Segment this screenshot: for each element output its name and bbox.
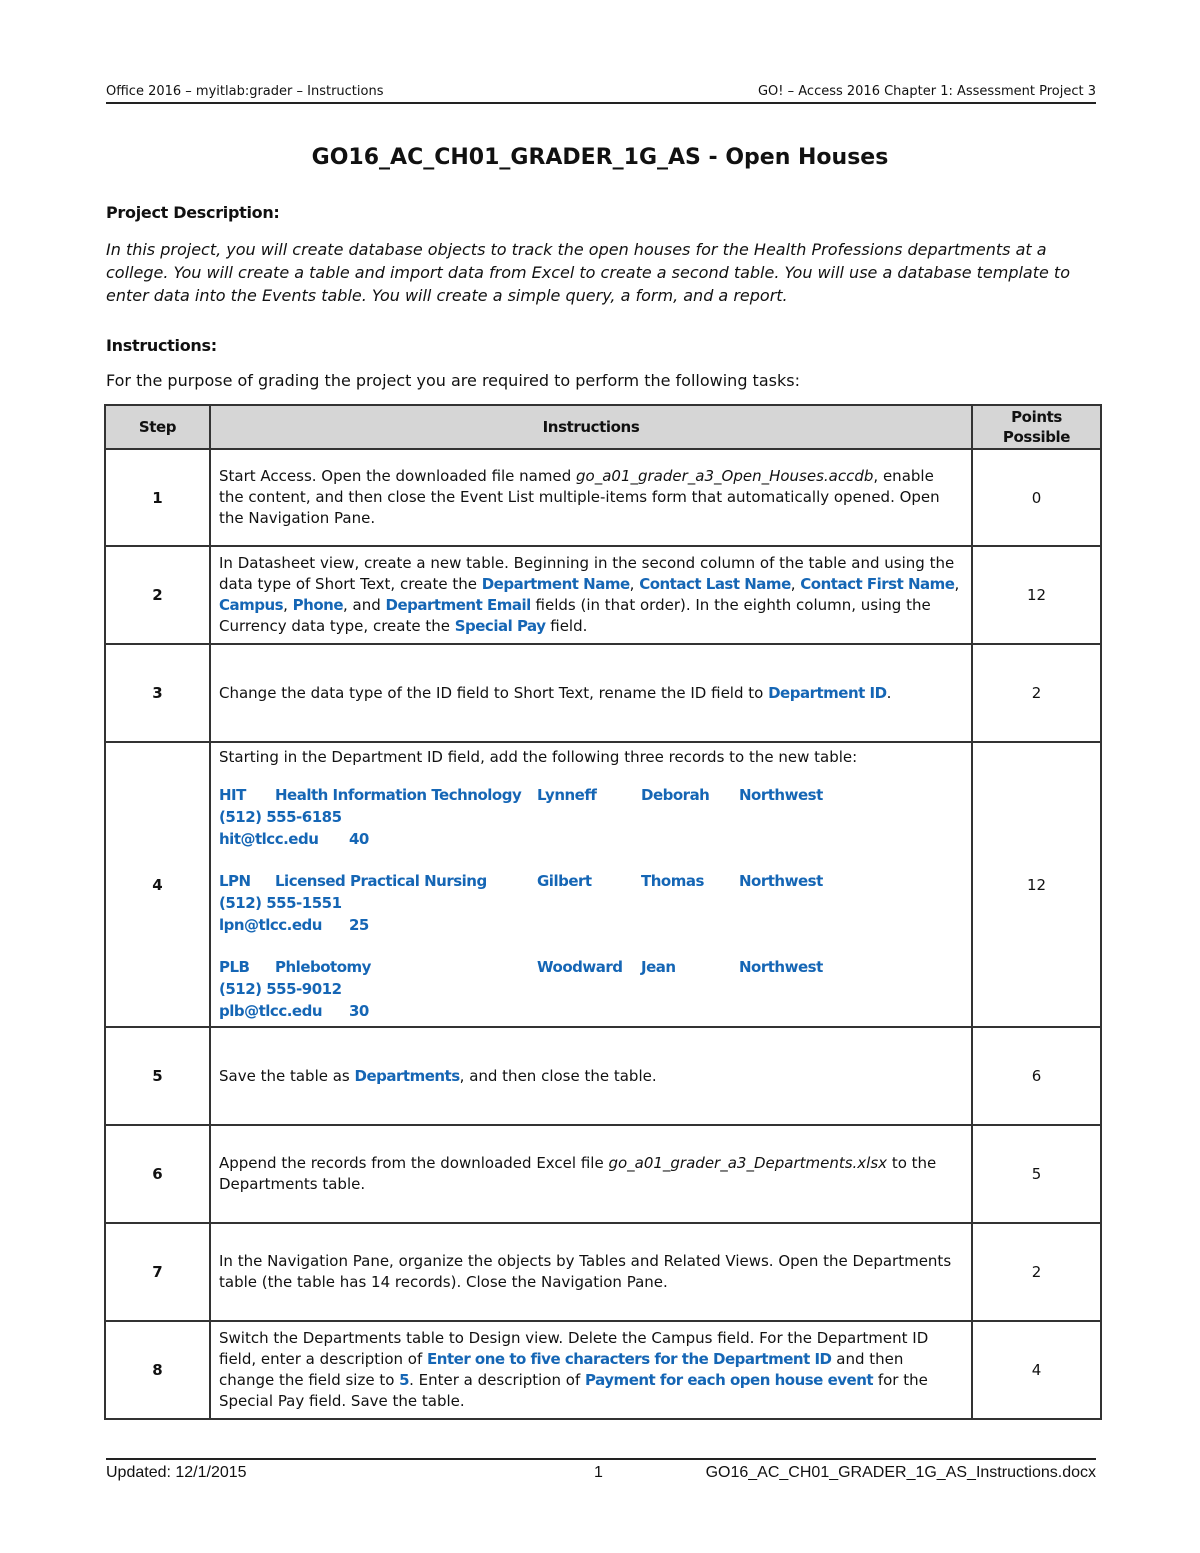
instruction-text [219, 466, 963, 529]
highlighted-term: Campus [219, 596, 284, 614]
step-instructions [210, 1321, 972, 1419]
instruction-fragment: . Enter a description of [409, 1371, 586, 1389]
step-number: 3 [105, 644, 210, 742]
instruction-text [219, 1251, 963, 1293]
instruction-text [219, 683, 963, 704]
step-number: 8 [105, 1321, 210, 1419]
instruction-fragment: , and then close the table. [459, 1066, 657, 1085]
record-field: Jean [641, 958, 676, 976]
header-right: GO! – Access 2016 Chapter 1: Assessment Project 3 [757, 84, 1096, 99]
record-field: Thomas [641, 872, 704, 890]
instruction-fragment: and then change the field size to [219, 1350, 904, 1389]
instruction-fragment: In Datasheet view, create a new table. Beginning in the second column of the table and using the data type of Short Text, create the [219, 554, 955, 593]
points-column-header [972, 405, 1101, 449]
footer-updated: Updated: 12/1/2015 [106, 1464, 247, 1481]
instruction-fragment: to the Departments table. [219, 1154, 937, 1193]
instruction-fragment: fields (in that order). In the eighth column, using the Currency data type, create the [219, 596, 931, 635]
step-instructions [210, 449, 972, 546]
highlighted-term: Department ID [768, 683, 887, 702]
highlighted-term: Phone [292, 596, 343, 614]
record-field: Northwest [739, 786, 823, 804]
instruction-fragment: Append the records from the downloaded Excel file [219, 1154, 609, 1172]
points-header-text: Points Possible [1002, 408, 1071, 446]
record-field: Deborah [641, 786, 710, 804]
task-row [105, 1125, 1101, 1223]
record-field: Health Information Technology [275, 786, 522, 804]
points-value: 5 [972, 1125, 1101, 1223]
step-instructions [210, 1223, 972, 1321]
footer-filename: GO16_AC_CH01_GRADER_1G_AS_Instructions.docx [705, 1464, 1096, 1481]
record-field: Lynneff [537, 786, 597, 804]
record-field: Northwest [739, 958, 823, 976]
instruction-fragment: In the Navigation Pane, organize the objects by Tables and Related Views. Open the Departments table (the table has 14 records). Close the Navigation Pane. [219, 1252, 952, 1291]
points-value: 6 [972, 1027, 1101, 1125]
step-instructions [210, 742, 972, 1027]
instruction-fragment: field. [545, 617, 588, 635]
footer-rule [106, 1458, 1096, 1460]
record-field: Woodward [537, 958, 623, 976]
step-instructions [210, 1027, 972, 1125]
instruction-text [219, 747, 963, 768]
record-field: Phlebotomy [275, 958, 371, 976]
points-value: 2 [972, 1223, 1101, 1321]
file-name: go_a01_grader_a3_Departments.xlsx [608, 1154, 888, 1172]
step-number: 1 [105, 449, 210, 546]
record-field: 40 [349, 830, 369, 848]
record-field: lpn@tlcc.edu [219, 916, 322, 934]
points-value: 12 [972, 742, 1101, 1027]
task-row [105, 1321, 1101, 1419]
project-description: In this project, you will create database objects to track the open houses for the Health Professions departments at a college. You will create a table and import data from Excel to create a second table. You will use a database template to enter data into the Events table. You will create a simple query, a form, and a report. [106, 240, 1070, 305]
points-value: 2 [972, 644, 1101, 742]
step-number: 5 [105, 1027, 210, 1125]
step-number: 2 [105, 546, 210, 644]
instruction-text [219, 1066, 963, 1087]
instructions-heading: Instructions: [106, 336, 217, 355]
record-field: (512) 555-6185 [219, 808, 342, 826]
instruction-fragment: , [629, 575, 640, 593]
record-field: HIT [219, 786, 246, 804]
instruction-fragment: , [954, 575, 960, 593]
tasks-table-header [105, 405, 1101, 449]
task-row [105, 1223, 1101, 1321]
record-field: (512) 555-1551 [219, 894, 342, 912]
step-number: 6 [105, 1125, 210, 1223]
page-header [106, 82, 1096, 104]
points-value: 4 [972, 1321, 1101, 1419]
instruction-text [219, 1153, 963, 1195]
instruction-fragment: Start Access. Open the downloaded file named [219, 467, 577, 485]
instruction-fragment: , enable the content, and then close the Event List multiple-items form that automatically opened. Open the Navigation Pane. [219, 467, 940, 527]
instructions-intro: For the purpose of grading the project you are required to perform the following tasks: [106, 371, 800, 390]
instruction-fragment: for the Special Pay field. Save the table. [219, 1371, 928, 1410]
instructions-column-header: Instructions [210, 405, 972, 449]
project-description-heading: Project Description: [106, 203, 280, 222]
instruction-fragment: Switch the Departments table to Design view. Delete the Campus field. For the Department ID field, enter a description of [219, 1329, 929, 1368]
step-number: 4 [105, 742, 210, 1027]
record-entry [219, 870, 963, 936]
step-column-header: Step [105, 405, 210, 449]
instruction-text [219, 1328, 963, 1412]
step-instructions [210, 1125, 972, 1223]
header-left: Office 2016 – myitlab:grader – Instructions [106, 84, 384, 99]
task-row [105, 449, 1101, 546]
task-row [105, 546, 1101, 644]
instruction-fragment: , [283, 596, 293, 614]
instruction-fragment: Save the table as [219, 1066, 355, 1085]
instruction-fragment: , and [343, 596, 386, 614]
page-title: GO16_AC_CH01_GRADER_1G_AS - Open Houses [311, 145, 889, 170]
highlighted-term: Department Name [481, 575, 630, 593]
record-field: plb@tlcc.edu [219, 1002, 322, 1020]
highlighted-term: Department Email [385, 596, 531, 614]
task-row [105, 644, 1101, 742]
record-entry [219, 956, 963, 1022]
record-field: 25 [349, 916, 369, 934]
instruction-fragment: . [886, 683, 892, 702]
record-field: Gilbert [537, 872, 592, 890]
record-field: 30 [349, 1002, 369, 1020]
highlighted-term: Payment for each open house event [585, 1371, 874, 1389]
highlighted-term: Special Pay [454, 617, 546, 635]
tasks-table [104, 404, 1102, 1420]
instruction-fragment: Change the data type of the ID field to Short Text, rename the ID field to [219, 683, 769, 702]
instruction-fragment: , [790, 575, 801, 593]
record-entry [219, 784, 963, 850]
step-number: 7 [105, 1223, 210, 1321]
points-value: 0 [972, 449, 1101, 546]
highlighted-term: Enter one to five characters for the Department ID [427, 1350, 832, 1368]
record-field: Northwest [739, 872, 823, 890]
footer-page-number: 1 [594, 1464, 603, 1481]
task-row [105, 742, 1101, 1027]
record-field: PLB [219, 958, 250, 976]
instruction-fragment: Starting in the Department ID field, add the following three records to the new table: [219, 748, 858, 766]
highlighted-term: 5 [399, 1371, 410, 1389]
file-name: go_a01_grader_a3_Open_Houses.accdb [576, 467, 874, 485]
record-field: Licensed Practical Nursing [275, 872, 487, 890]
step-instructions [210, 644, 972, 742]
record-field: (512) 555-9012 [219, 980, 342, 998]
task-row [105, 1027, 1101, 1125]
points-value: 12 [972, 546, 1101, 644]
record-field: LPN [219, 872, 251, 890]
record-field: hit@tlcc.edu [219, 830, 319, 848]
step-instructions [210, 546, 972, 644]
instruction-text [219, 553, 963, 637]
highlighted-term: Contact First Name [800, 575, 955, 593]
highlighted-term: Departments [354, 1066, 460, 1085]
highlighted-term: Contact Last Name [639, 575, 791, 593]
